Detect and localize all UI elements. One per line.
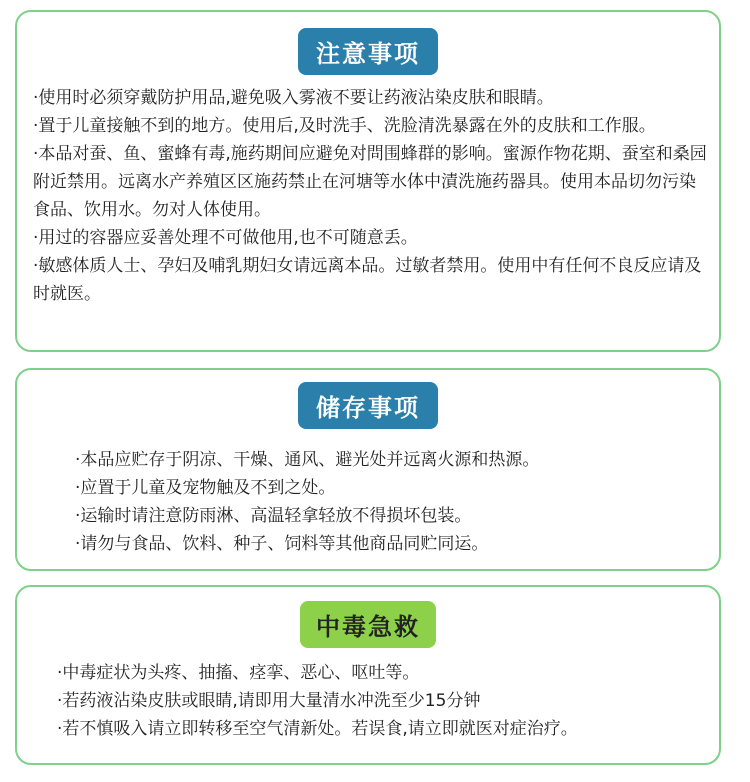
storage-item: ·应置于儿童及宠物触及不到之处。 xyxy=(75,478,336,498)
storage-card xyxy=(15,368,721,571)
storage-title: 储存事项 xyxy=(298,382,438,429)
first-aid-item: ·中毒症状为头疼、抽搐、痉挛、恶心、呕吐等。 xyxy=(57,663,420,683)
precaution-item: ·本品对蚕、鱼、蜜蜂有毒,施药期间应避免对問围蜂群的影响。蜜源作物花期、蚕室和桑园附近禁用。远离水产养殖区区施药禁止在河塘等水体中漬洗施药器具。使用本品切勿污染食品、饮用水。勿对人体使用。 xyxy=(33,144,707,220)
storage-item: ·运输时请注意防雨淋、高温轻拿轻放不得损坏包装。 xyxy=(75,506,472,526)
storage-item: ·本品应贮存于阴凉、干燥、通风、避光处并远离火源和热源。 xyxy=(75,450,540,470)
precaution-item: ·使用时必须穿戴防护用品,避免吸入雾液不要让药液沾染皮肤和眼睛。 xyxy=(33,88,554,108)
storage-list xyxy=(75,446,539,558)
first-aid-card xyxy=(15,585,721,765)
first-aid-title: 中毒急救 xyxy=(300,601,436,648)
precaution-item: ·用过的容器应妥善处理不可做他用,也不可随意丢。 xyxy=(33,228,418,248)
precautions-card xyxy=(15,10,721,352)
first-aid-item: ·若药液沾染皮肤或眼睛,请即用大量清水冲洗至少15分钟 xyxy=(57,691,481,711)
first-aid-list xyxy=(57,659,578,743)
precaution-item: ·敏感体质人士、孕妇及哺乳期妇女请远离本品。过敏者禁用。使用中有任何不良反应请及时就医。 xyxy=(33,256,702,304)
precaution-item: ·置于儿童接触不到的地方。使用后,及时洗手、洗脸清洗暴露在外的皮肤和工作服。 xyxy=(33,116,656,136)
precautions-list xyxy=(33,84,708,308)
storage-item: ·请勿与食品、饮料、种子、饲料等其他商品同贮同运。 xyxy=(75,534,489,554)
precautions-title: 注意事项 xyxy=(298,28,438,75)
first-aid-item: ·若不慎吸入请立即转移至空气清新处。若误食,请立即就医对症治疗。 xyxy=(57,719,578,739)
